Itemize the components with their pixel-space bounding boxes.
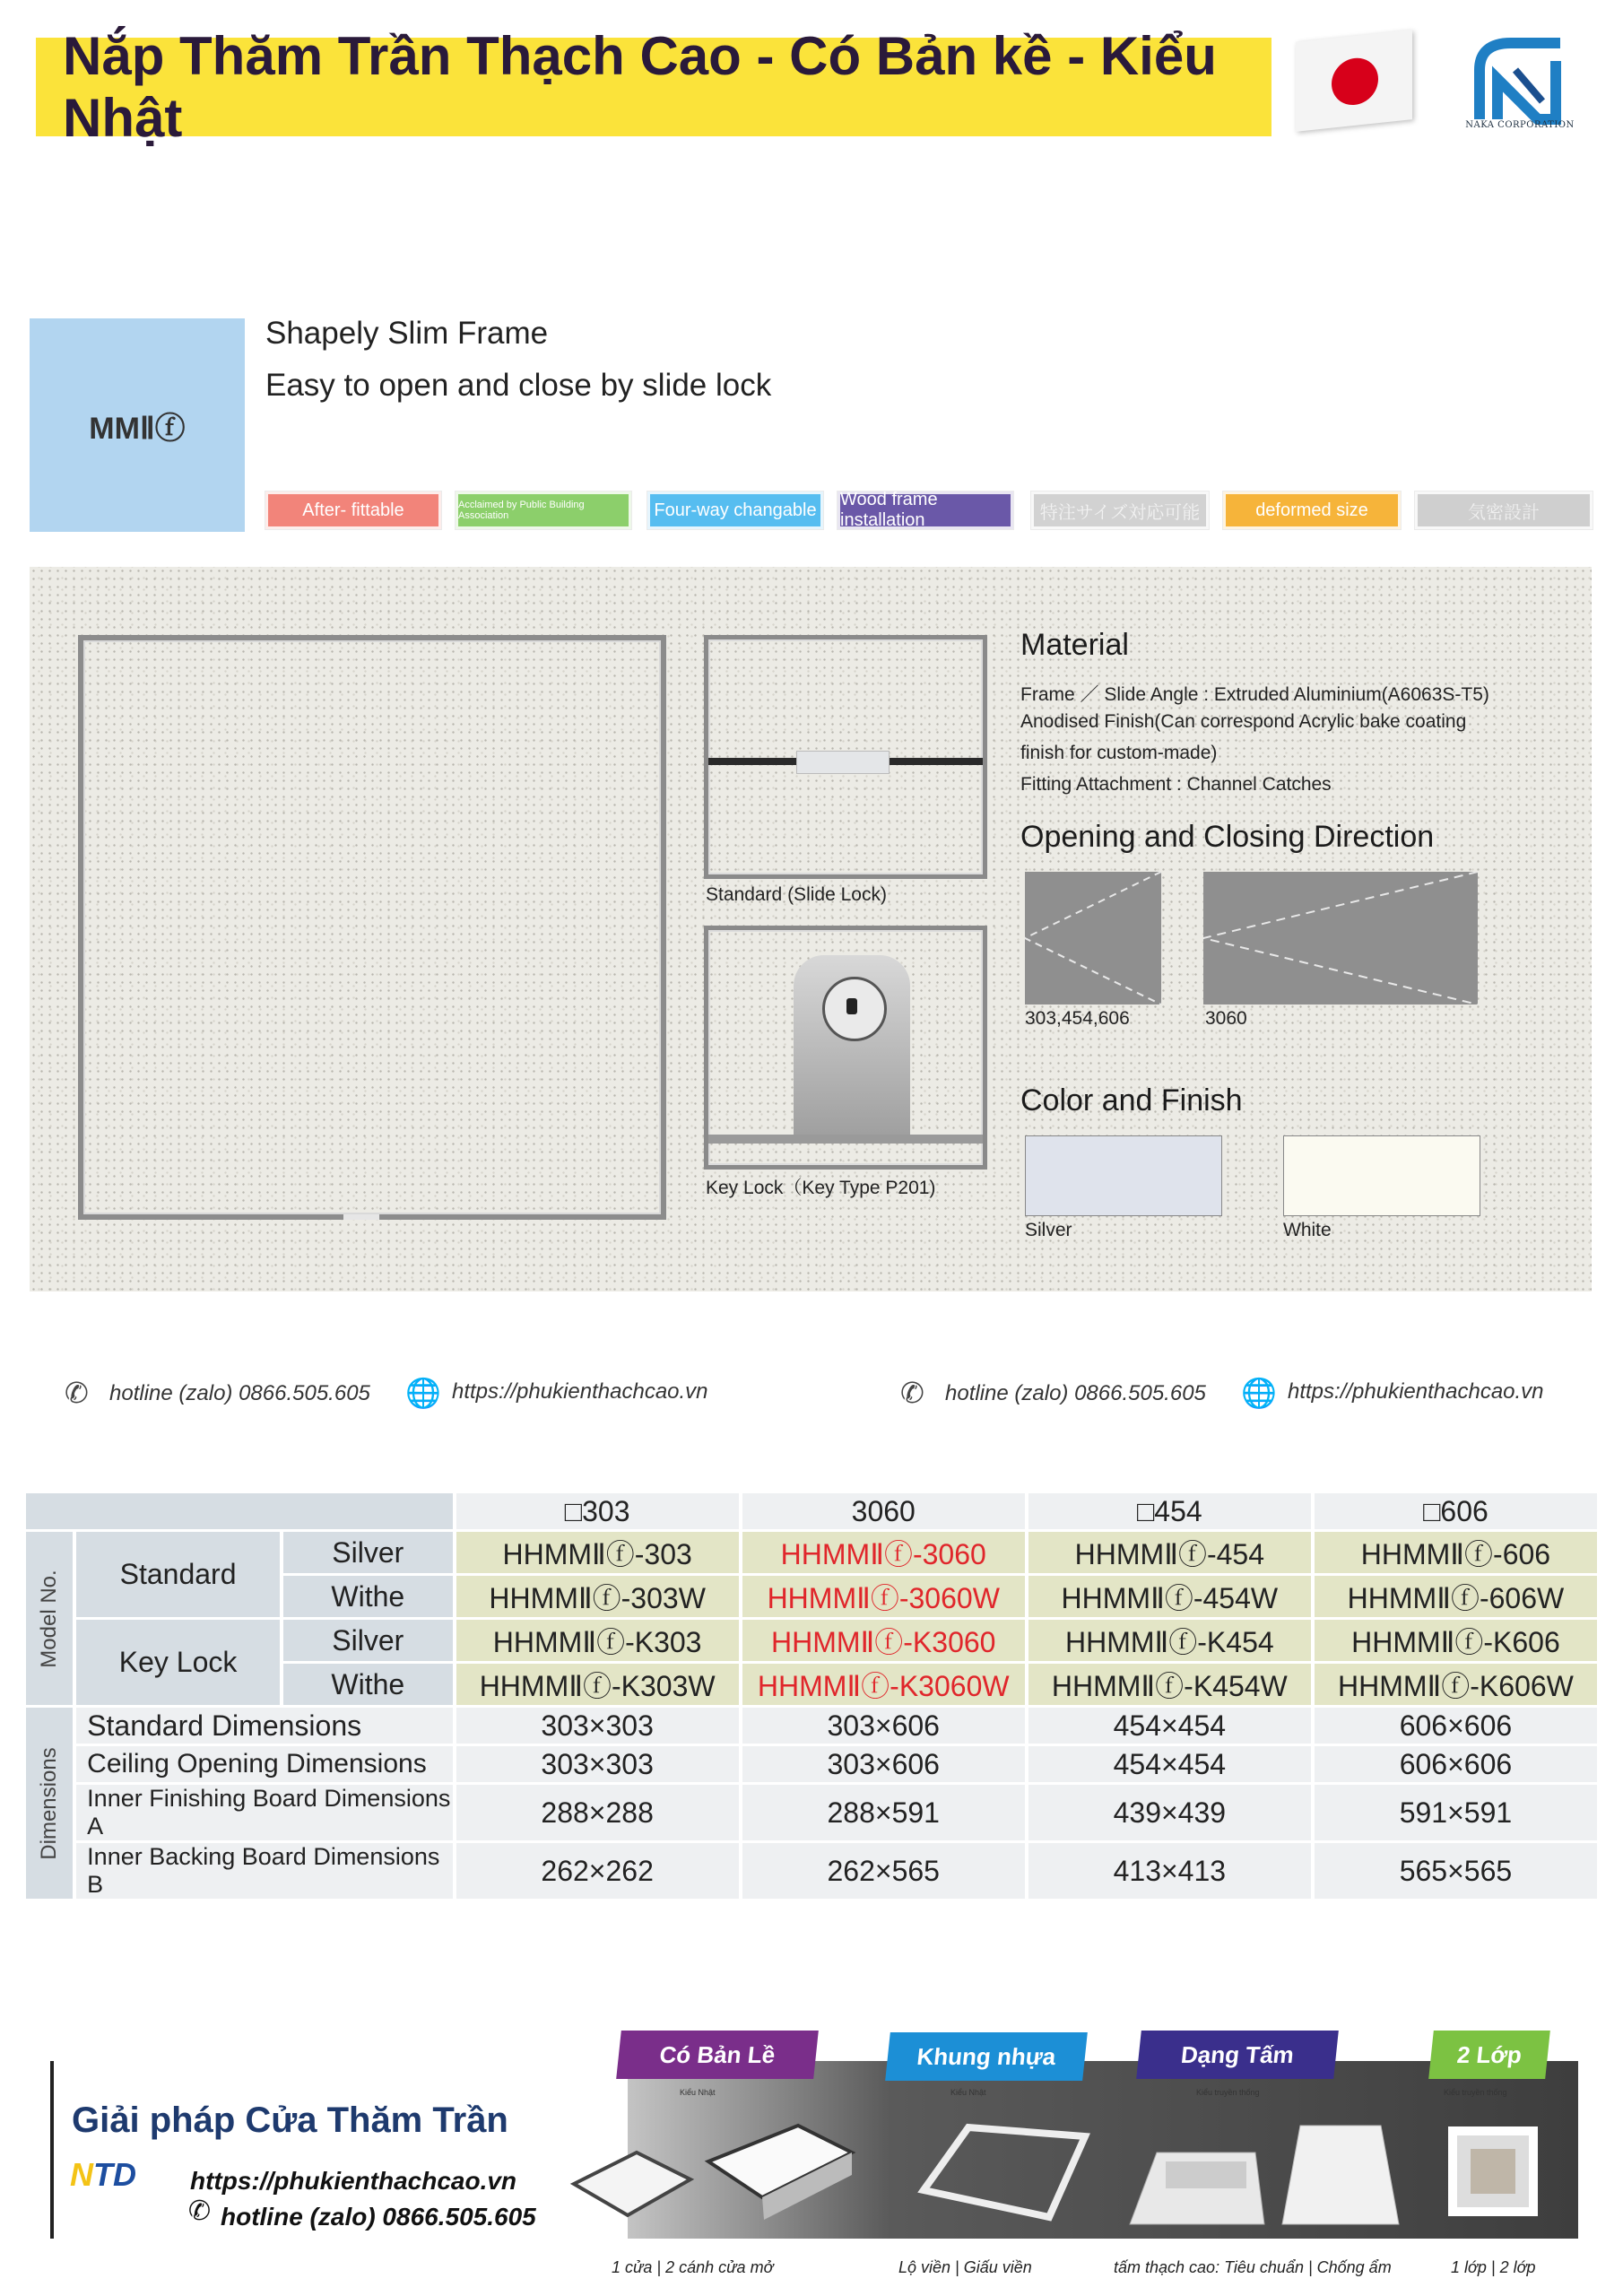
footer-caption: Lộ viền | Giấu viền: [898, 2258, 1032, 2276]
table-cell: HHMMⅡⓕ-3060: [742, 1532, 1025, 1573]
material-line-4: Fitting Attachment : Channel Catches: [1020, 774, 1332, 795]
table-cell: HHMMⅡⓕ-606: [1315, 1532, 1597, 1573]
color-title: Color and Finish: [1020, 1083, 1243, 1118]
silver-label: Silver: [1025, 1220, 1072, 1240]
board-panel-image: [1121, 2108, 1417, 2233]
direction-label-2: 3060: [1205, 1008, 1247, 1029]
badge-airtight: 気密設計: [1415, 491, 1593, 529]
table-cell: 606×606: [1315, 1708, 1597, 1744]
tag-co-ban-le: Có Bản Lề: [616, 2031, 819, 2079]
phone-icon: ✆: [188, 2196, 212, 2227]
table-cell: HHMMⅡⓕ-3060W: [742, 1576, 1025, 1617]
title-banner: [36, 26, 1271, 148]
table-cell: HHMMⅡⓕ-K3060: [742, 1620, 1025, 1661]
slide-lock-image: [704, 635, 987, 879]
phone-icon: ✆: [900, 1376, 924, 1410]
material-line-3: finish for custom-made): [1020, 743, 1218, 763]
tag-sub: Kiểu Nhật: [950, 2088, 986, 2097]
col-header: 3060: [742, 1493, 1025, 1529]
badge-after-fittable: After- fittable: [265, 491, 441, 529]
footer-caption: tấm thạch cao: Tiêu chuẩn | Chống ẩm: [1114, 2258, 1392, 2276]
direction-square-image: [1025, 872, 1161, 1004]
table-cell: 565×565: [1315, 1843, 1597, 1899]
tag-sub: Kiểu truyền thống: [1196, 2088, 1260, 2097]
website-2[interactable]: https://phukienthachcao.vn: [1288, 1379, 1544, 1404]
dimension-label: Ceiling Opening Dimensions: [76, 1746, 452, 1782]
footer-caption: 1 lớp | 2 lớp: [1451, 2258, 1536, 2276]
tag-sub: Kiểu truyền thống: [1444, 2088, 1507, 2097]
table-cell: HHMMⅡⓕ-303W: [456, 1576, 739, 1617]
table-cell: HHMMⅡⓕ-K454: [1028, 1620, 1311, 1661]
spec-table: [22, 1491, 1601, 1901]
globe-icon: 🌐: [1241, 1376, 1277, 1410]
badge-wood-frame: Wood frame installation: [838, 491, 1013, 529]
key-lock-image: [704, 926, 987, 1170]
col-header: □606: [1315, 1493, 1597, 1529]
table-cell: 288×288: [456, 1785, 739, 1840]
material-title: Material: [1020, 628, 1129, 662]
dimensions-group-label: Dimensions: [26, 1708, 73, 1899]
badge-four-way: Four-way changable: [647, 491, 823, 529]
hinged-panel-image: [565, 2099, 861, 2233]
standard-caption: Standard (Slide Lock): [706, 884, 887, 905]
footer-website[interactable]: https://phukienthachcao.vn: [190, 2167, 517, 2195]
footer-caption: 1 cửa | 2 cánh cửa mở: [612, 2258, 774, 2276]
table-cell: 303×606: [742, 1708, 1025, 1744]
table-cell: HHMMⅡⓕ-454: [1028, 1532, 1311, 1573]
table-cell: HHMMⅡⓕ-K606W: [1315, 1664, 1597, 1705]
table-cell: HHMMⅡⓕ-454W: [1028, 1576, 1311, 1617]
table-cell: HHMMⅡⓕ-303: [456, 1532, 739, 1573]
page-title: Nắp Thăm Trần Thạch Cao - Có Bản kề - Kiểu Nhật: [63, 26, 1217, 148]
footer-hotline: hotline (zalo) 0866.505.605: [221, 2203, 536, 2231]
dimension-label: Standard Dimensions: [76, 1708, 452, 1744]
material-line-1: Frame ／ Slide Angle : Extruded Aluminium(A6063S-T5): [1020, 684, 1489, 705]
white-row-label: Withe: [283, 1576, 453, 1617]
table-cell: HHMMⅡⓕ-K606: [1315, 1620, 1597, 1661]
badge-acclaimed: Acclaimed by Public Building Association: [456, 491, 631, 529]
tag-dang-tam: Dạng Tấm: [1136, 2031, 1339, 2079]
direction-title: Opening and Closing Direction: [1020, 820, 1435, 854]
col-header: □303: [456, 1493, 739, 1529]
website-1[interactable]: https://phukienthachcao.vn: [452, 1379, 708, 1404]
standard-label: Standard: [76, 1532, 280, 1617]
table-cell: 439×439: [1028, 1785, 1311, 1840]
silver-row-label: Silver: [283, 1532, 453, 1573]
table-corner: [26, 1493, 453, 1529]
keylock-label: Key Lock: [76, 1620, 280, 1705]
footer-title: Giải pháp Cửa Thăm Trần: [72, 2100, 508, 2140]
access-panel-frame-image: [78, 635, 666, 1220]
globe-icon: 🌐: [405, 1376, 441, 1410]
double-layer-image: [1444, 2113, 1551, 2221]
naka-logo: [1462, 34, 1578, 133]
table-cell: 413×413: [1028, 1843, 1311, 1899]
table-cell: 288×591: [742, 1785, 1025, 1840]
hotline-2: hotline (zalo) 0866.505.605: [945, 1381, 1206, 1405]
tagline-1: Shapely Slim Frame: [265, 316, 549, 351]
direction-rect-image: [1203, 872, 1478, 1004]
white-label: White: [1283, 1220, 1332, 1240]
plastic-frame-image: [915, 2109, 1094, 2226]
white-swatch: [1283, 1135, 1480, 1216]
table-cell: 262×262: [456, 1843, 739, 1899]
material-line-2: Anodised Finish(Can correspond Acrylic bake coating: [1020, 711, 1467, 732]
table-cell: HHMMⅡⓕ-K303W: [456, 1664, 739, 1705]
white-row-label: Withe: [283, 1664, 453, 1705]
tag-sub: Kiểu Nhật: [680, 2088, 716, 2097]
keylock-caption: Key Lock（Key Type P201): [706, 1178, 936, 1198]
hotline-1: hotline (zalo) 0866.505.605: [109, 1381, 370, 1405]
table-cell: 454×454: [1028, 1708, 1311, 1744]
logo-text: NAKA CORPORATION: [1465, 120, 1575, 130]
badge-custom-size: 特注サイズ対応可能: [1031, 491, 1209, 529]
badge-deformed-size: deformed size: [1223, 491, 1401, 529]
table-cell: 303×303: [456, 1746, 739, 1782]
table-cell: 303×303: [456, 1708, 739, 1744]
japan-flag-icon: [1296, 30, 1412, 132]
tag-2-lop: 2 Lớp: [1428, 2031, 1550, 2079]
table-cell: 262×565: [742, 1843, 1025, 1899]
model-name: MMⅡⓕ: [89, 411, 186, 446]
table-cell: HHMMⅡⓕ-K454W: [1028, 1664, 1311, 1705]
col-header: □454: [1028, 1493, 1311, 1529]
tag-khung-nhua: Khung nhựa: [885, 2032, 1088, 2081]
table-cell: HHMMⅡⓕ-K3060W: [742, 1664, 1025, 1705]
model-group-label: Model No.: [26, 1532, 73, 1705]
table-cell: HHMMⅡⓕ-606W: [1315, 1576, 1597, 1617]
table-cell: 454×454: [1028, 1746, 1311, 1782]
dimension-label: Inner Finishing Board Dimensions A: [76, 1785, 452, 1840]
ntd-logo: NTD: [70, 2156, 136, 2193]
phone-icon: ✆: [65, 1376, 89, 1410]
silver-swatch: [1025, 1135, 1222, 1216]
table-cell: 591×591: [1315, 1785, 1597, 1840]
table-cell: 606×606: [1315, 1746, 1597, 1782]
tagline-2: Easy to open and close by slide lock: [265, 368, 772, 403]
silver-row-label: Silver: [283, 1620, 453, 1661]
direction-label-1: 303,454,606: [1025, 1008, 1130, 1029]
dimension-label: Inner Backing Board Dimensions B: [76, 1843, 452, 1899]
model-box: [30, 318, 245, 532]
table-cell: 303×606: [742, 1746, 1025, 1782]
table-cell: HHMMⅡⓕ-K303: [456, 1620, 739, 1661]
